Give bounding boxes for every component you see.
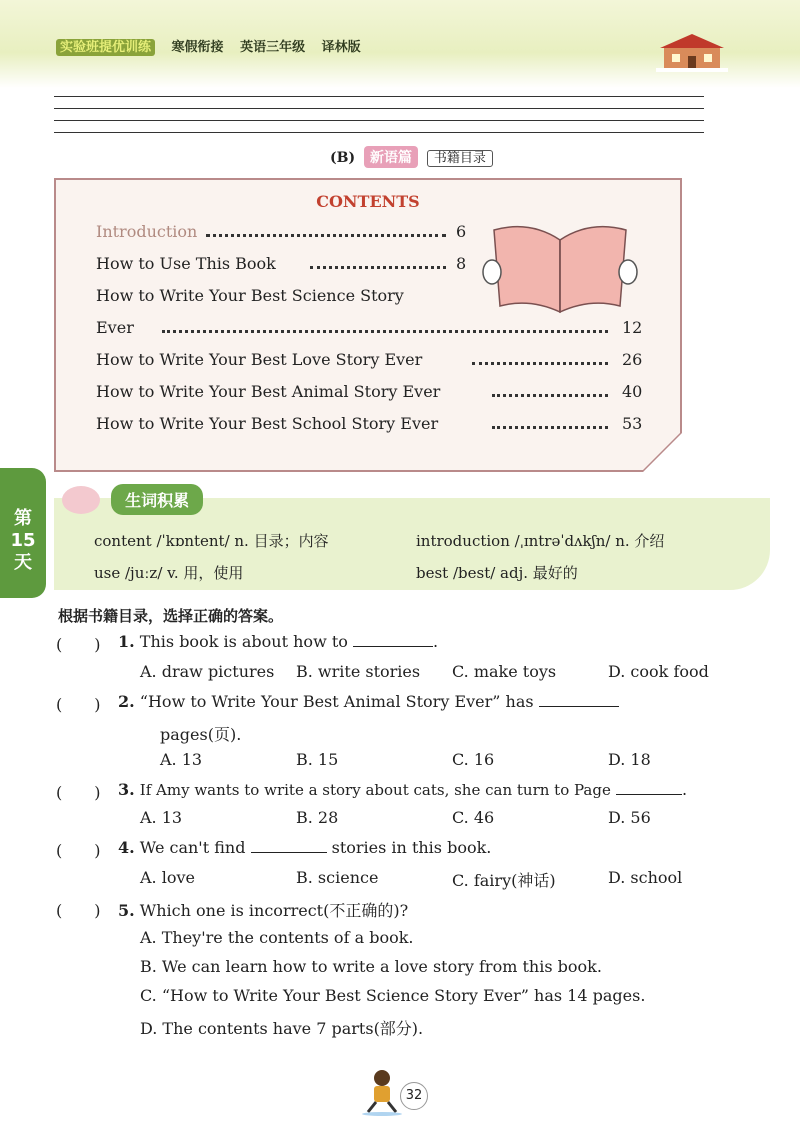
question-number: 1. bbox=[118, 632, 135, 651]
toc-entry-title: How to Use This Book bbox=[96, 254, 276, 273]
option[interactable]: B. science bbox=[296, 868, 379, 887]
question-tail: stories in this book. bbox=[331, 838, 492, 857]
answer-paren[interactable]: ( ) bbox=[56, 901, 101, 920]
question-text bbox=[118, 780, 687, 799]
toc-dots bbox=[472, 362, 608, 365]
answer-paren[interactable]: ( ) bbox=[56, 635, 101, 654]
house-icon bbox=[654, 30, 730, 72]
vocab-heading bbox=[62, 484, 203, 515]
open-book-icon bbox=[480, 220, 640, 320]
grade-title: 英语三年级 bbox=[240, 40, 306, 55]
piggy-bank-icon bbox=[62, 486, 100, 514]
option[interactable]: B. We can learn how to write a love story from this book. bbox=[140, 957, 602, 976]
toc-entry-title: How to Write Your Best School Story Ever bbox=[96, 414, 439, 433]
vocab-item: use /juːz/ v. 用，使用 bbox=[94, 564, 244, 582]
question-number: 4. bbox=[118, 838, 135, 857]
toc-dots bbox=[206, 234, 446, 237]
section-label: (B) bbox=[330, 150, 356, 166]
toc-entry-page: 26 bbox=[622, 350, 643, 369]
option[interactable]: D. 18 bbox=[608, 750, 651, 769]
answer-paren[interactable]: ( ) bbox=[56, 783, 101, 802]
toc-entry-title: How to Write Your Best Love Story Ever bbox=[96, 350, 423, 369]
question-text bbox=[118, 838, 491, 857]
question-text bbox=[118, 898, 408, 921]
toc-entry-page: 6 bbox=[456, 222, 467, 241]
question-stem: We can't find bbox=[139, 838, 246, 857]
edition-title: 译林版 bbox=[321, 40, 361, 55]
day-tab-number: 15 bbox=[10, 530, 36, 551]
toc-dots bbox=[492, 426, 608, 429]
contents-title: CONTENTS bbox=[316, 192, 420, 211]
answer-blank[interactable] bbox=[616, 780, 682, 795]
toc-dots bbox=[492, 394, 608, 397]
answer-blank[interactable] bbox=[251, 838, 327, 853]
option[interactable]: D. 56 bbox=[608, 808, 651, 827]
question-tail: . bbox=[433, 632, 439, 651]
section-title bbox=[330, 146, 493, 168]
writing-line bbox=[54, 108, 704, 109]
day-tab bbox=[0, 468, 46, 598]
vocab-item: content /ˈkɒntent/ n. 目录；内容 bbox=[94, 532, 329, 550]
question-tail: . bbox=[681, 780, 688, 799]
writing-line bbox=[54, 120, 704, 121]
section-subtitle: 书籍目录 bbox=[427, 150, 493, 167]
section-tag: 新语篇 bbox=[364, 146, 418, 168]
toc-entry-title: Introduction bbox=[96, 222, 198, 241]
toc-entry-page: 53 bbox=[622, 414, 643, 433]
question-stem: This book is about how to bbox=[139, 632, 348, 651]
toc-entry-title: Ever bbox=[96, 318, 134, 337]
option[interactable]: C. 46 bbox=[452, 808, 495, 827]
option[interactable]: D. The contents have 7 parts(部分). bbox=[140, 1019, 424, 1038]
option[interactable]: A. draw pictures bbox=[140, 662, 275, 681]
question-stem: “How to Write Your Best Animal Story Ever” has bbox=[139, 692, 534, 711]
question-number: 5. bbox=[118, 901, 135, 920]
writing-line bbox=[54, 132, 704, 133]
option[interactable]: B. 28 bbox=[296, 808, 339, 827]
answer-paren[interactable]: ( ) bbox=[56, 695, 101, 714]
option[interactable]: C. make toys bbox=[452, 662, 557, 681]
option[interactable]: C. fairy(神话) bbox=[452, 871, 556, 890]
day-tab-line: 天 bbox=[14, 552, 32, 573]
question-continuation: pages(页). bbox=[160, 725, 242, 744]
option[interactable]: B. 15 bbox=[296, 750, 339, 769]
day-tab-line: 第 bbox=[14, 508, 32, 529]
toc-entry-page: 12 bbox=[622, 318, 643, 337]
toc-entry-page: 8 bbox=[456, 254, 467, 273]
question-number: 2. bbox=[118, 692, 135, 711]
vocab-item: introduction /ˌɪntrəˈdʌkʃn/ n. 介绍 bbox=[416, 532, 665, 550]
vocab-item: best /best/ adj. 最好的 bbox=[416, 564, 578, 582]
page-curl-icon bbox=[642, 432, 682, 472]
writing-line bbox=[54, 96, 704, 97]
answer-blank[interactable] bbox=[539, 692, 619, 707]
option[interactable]: D. cook food bbox=[608, 662, 709, 681]
header-titles bbox=[56, 36, 373, 55]
option[interactable]: A. 13 bbox=[140, 808, 183, 827]
question-stem: If Amy wants to write a story about cats, she can turn to Page bbox=[139, 781, 611, 799]
question-text bbox=[118, 692, 619, 711]
skater-icon bbox=[360, 1066, 404, 1116]
question-number: 3. bbox=[118, 780, 135, 799]
option[interactable]: A. 13 bbox=[160, 750, 203, 769]
toc-entry-title: How to Write Your Best Science Story bbox=[96, 286, 404, 305]
page-number: 32 bbox=[400, 1082, 428, 1110]
option[interactable]: A. They're the contents of a book. bbox=[140, 928, 414, 947]
toc-dots bbox=[162, 330, 608, 333]
brand-title: 实验班提优训练 bbox=[56, 39, 155, 56]
page-header bbox=[0, 0, 800, 88]
instruction: 根据书籍目录，选择正确的答案。 bbox=[58, 607, 284, 625]
question-stem: Which one is incorrect(不正确的)? bbox=[139, 901, 409, 920]
series-title: 寒假衔接 bbox=[171, 40, 224, 55]
option[interactable]: C. “How to Write Your Best Science Story Ever” has 14 pages. bbox=[140, 986, 646, 1005]
option[interactable]: C. 16 bbox=[452, 750, 495, 769]
toc-entry-page: 40 bbox=[622, 382, 643, 401]
toc-entry-title: How to Write Your Best Animal Story Ever bbox=[96, 382, 441, 401]
option[interactable]: A. love bbox=[140, 868, 195, 887]
option[interactable]: B. write stories bbox=[296, 662, 421, 681]
option[interactable]: D. school bbox=[608, 868, 683, 887]
answer-blank[interactable] bbox=[353, 632, 433, 647]
toc-dots bbox=[310, 266, 446, 269]
answer-paren[interactable]: ( ) bbox=[56, 841, 101, 860]
question-text bbox=[118, 632, 438, 651]
vocab-title: 生词积累 bbox=[111, 484, 203, 515]
